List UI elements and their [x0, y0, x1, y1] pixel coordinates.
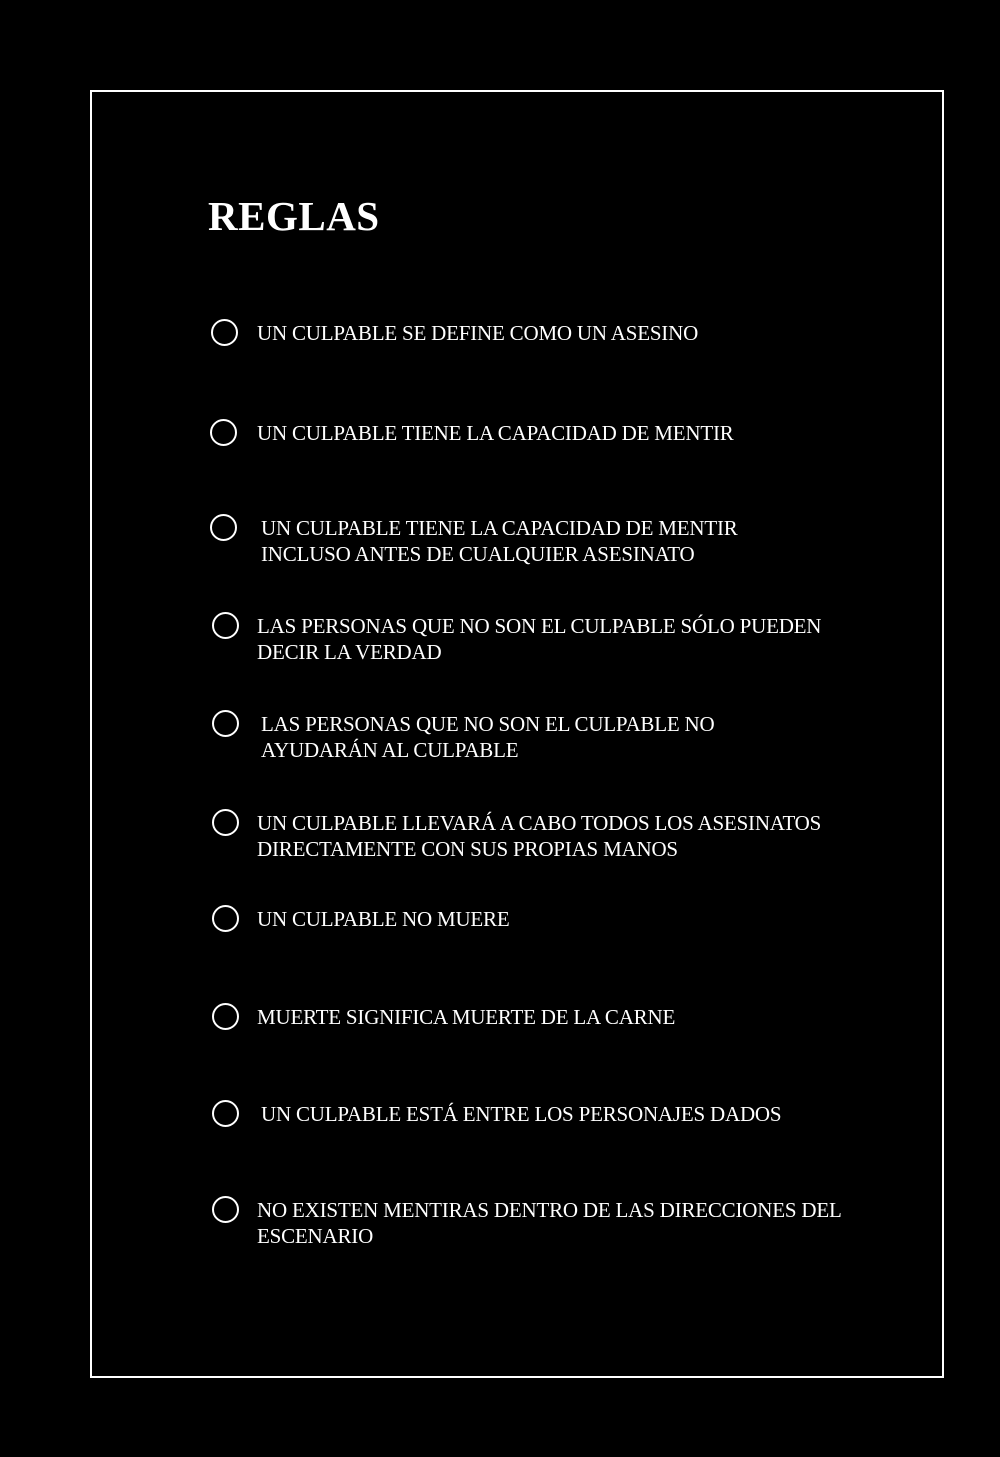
rule-item: [0, 419, 1000, 479]
rule-text: UN CULPABLE TIENE LA CAPACIDAD DE MENTIR INCLUSO ANTES DE CUALQUIER ASESINATO: [261, 516, 738, 566]
rule-item: [0, 710, 1000, 770]
rule-text: UN CULPABLE ESTÁ ENTRE LOS PERSONAJES DADOS: [261, 1102, 782, 1126]
circle-bullet-icon: [212, 1003, 239, 1030]
circle-bullet-icon: [212, 612, 239, 639]
circle-bullet-icon: [212, 1196, 239, 1223]
rule-text: UN CULPABLE TIENE LA CAPACIDAD DE MENTIR: [257, 421, 734, 445]
circle-bullet-icon: [212, 710, 239, 737]
rule-item: [0, 319, 1000, 379]
rule-text: UN CULPABLE SE DEFINE COMO UN ASESINO: [257, 321, 699, 345]
circle-bullet-icon: [210, 514, 237, 541]
rule-item: [0, 514, 1000, 574]
rule-item: [0, 1003, 1000, 1063]
circle-bullet-icon: [212, 905, 239, 932]
rule-item: [0, 1196, 1000, 1256]
rule-item: [0, 1100, 1000, 1160]
circle-bullet-icon: [211, 319, 238, 346]
circle-bullet-icon: [212, 1100, 239, 1127]
page-title: REGLAS: [208, 193, 380, 239]
rule-item: [0, 905, 1000, 965]
rule-text: UN CULPABLE LLEVARÁ A CABO TODOS LOS ASESINATOS DIRECTAMENTE CON SUS PROPIAS MANOS: [257, 811, 822, 861]
circle-bullet-icon: [210, 419, 237, 446]
rule-text: NO EXISTEN MENTIRAS DENTRO DE LAS DIRECCIONES DEL ESCENARIO: [257, 1198, 842, 1248]
rule-text: MUERTE SIGNIFICA MUERTE DE LA CARNE: [257, 1005, 676, 1029]
rule-item: [0, 809, 1000, 869]
rule-text: LAS PERSONAS QUE NO SON EL CULPABLE SÓLO PUEDEN DECIR LA VERDAD: [257, 614, 822, 664]
rule-text: UN CULPABLE NO MUERE: [257, 907, 510, 931]
circle-bullet-icon: [212, 809, 239, 836]
rule-text: LAS PERSONAS QUE NO SON EL CULPABLE NO AYUDARÁN AL CULPABLE: [261, 712, 715, 762]
rule-item: [0, 612, 1000, 672]
